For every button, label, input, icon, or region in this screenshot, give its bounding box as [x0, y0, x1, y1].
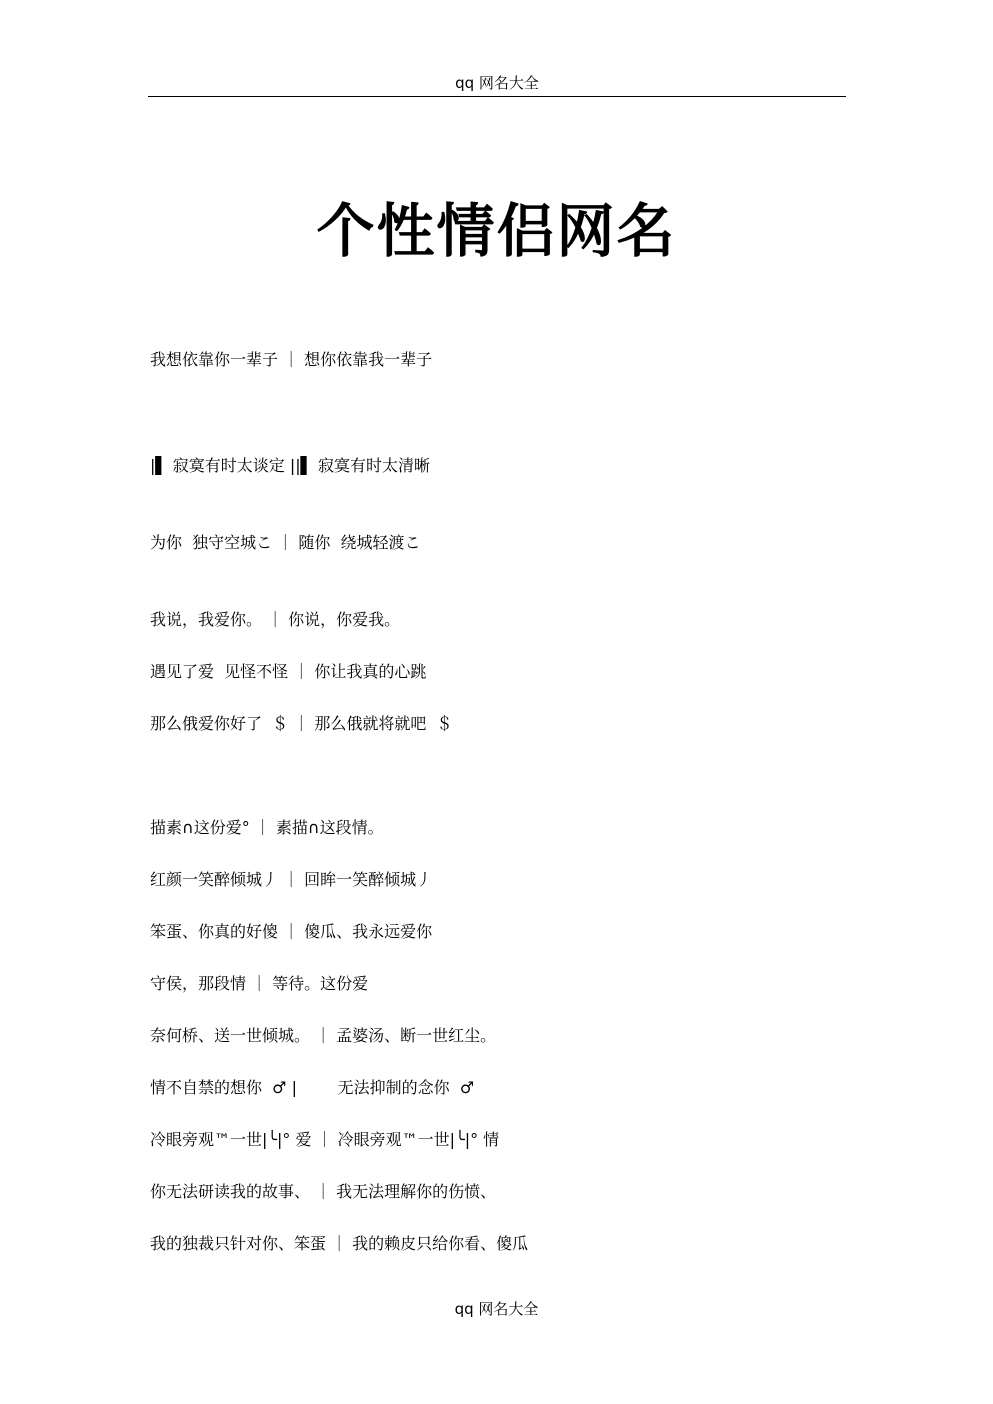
- name-line: 为你 独守空城こ ｜ 随你 绕城轻渡こ: [150, 533, 421, 552]
- name-line: 红颜一笑醉倾城丿 ｜ 回眸一笑醉倾城丿: [150, 870, 433, 889]
- page-header: qq 网名大全: [148, 72, 846, 97]
- name-line: 我的独裁只针对你、笨蛋 ｜ 我的赖皮只给你看、傻瓜: [150, 1234, 529, 1253]
- page-footer: qq 网名大全: [454, 1300, 539, 1318]
- name-line: 我说，我爱你。 ｜ 你说，你爱我。: [150, 610, 401, 629]
- name-line: 遇见了爱 见怪不怪 ｜ 你让我真的心跳: [150, 662, 427, 681]
- name-line: 你无法研读我的故事、 ｜ 我无法理解你的伤愤、: [150, 1182, 497, 1201]
- name-line: 冷眼旁观™一世|╰|° 爱 ｜ 冷眼旁观™一世|╰|° 情: [150, 1130, 500, 1149]
- page-title: 个性情侣网名: [316, 197, 677, 265]
- name-line: 奈何桥、送一世倾城。 ｜ 孟婆汤、断一世红尘。: [150, 1026, 497, 1045]
- name-line: 描素∩这份爱° ｜ 素描∩这段情。: [150, 818, 384, 837]
- name-line: 笨蛋、你真的好傻 ｜ 傻瓜、我永远爱你: [150, 922, 433, 941]
- name-line: |▌ 寂寞有时太谈定 ||▌ 寂寞有时太清晰: [150, 456, 431, 475]
- name-line: 那么俄爱你好了 ＄ ｜ 那么俄就将就吧 ＄: [150, 714, 453, 733]
- name-line: 情不自禁的想你 ♂ | 无法抑制的念你 ♂: [150, 1078, 475, 1097]
- name-line: 守侯，那段情 ｜ 等待。这份爱: [150, 974, 369, 993]
- name-line: 我想依靠你一辈子 ｜ 想你依靠我一辈子: [150, 350, 433, 369]
